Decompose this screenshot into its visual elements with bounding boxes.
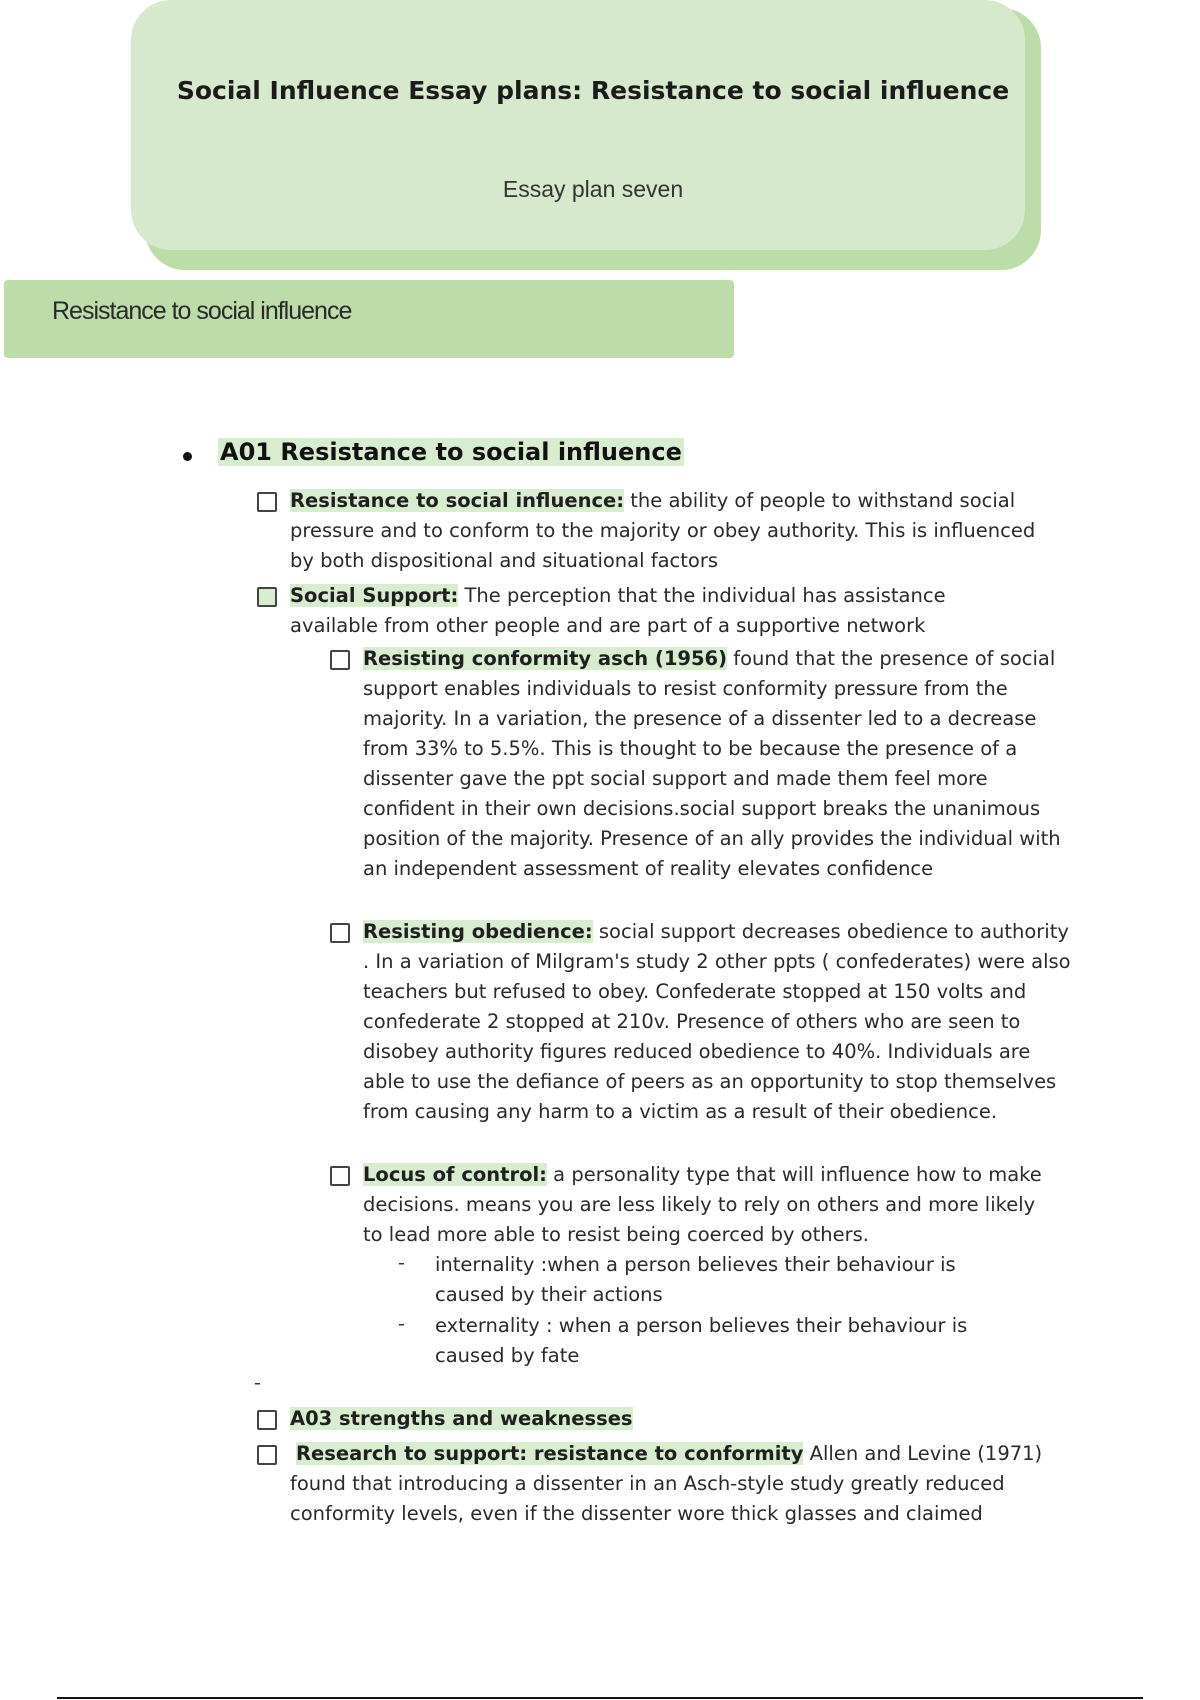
checkbox-resisting-obedience[interactable]: [330, 923, 350, 943]
term-resisting-obedience: Resisting obedience:: [363, 920, 593, 943]
text-definition: the ability of people to withstand social pressure and to conform to the majority or obey authority. This is influenced by both dispositional and situational factors: [290, 489, 1036, 572]
checkbox-resisting-conformity[interactable]: [330, 650, 350, 670]
a03-heading: [290, 1404, 633, 1434]
page-title: Social Influence Essay plans: Resistance to social influence: [176, 76, 1010, 105]
checkbox-research-support[interactable]: [257, 1445, 277, 1465]
a03-heading-text: A03 strengths and weaknesses: [290, 1407, 633, 1430]
checkbox-definition[interactable]: [257, 492, 277, 512]
dash-marker: -: [398, 1252, 405, 1274]
item-resisting-obedience: [363, 917, 1073, 1127]
item-resisting-conformity: [363, 644, 1063, 884]
dash-marker: -: [398, 1313, 405, 1335]
header-box: [131, 0, 1025, 250]
a01-heading: A01 Resistance to social influence: [220, 438, 682, 466]
text-locus-of-control: a personality type that will influence how to make decisions. means you are less likely to rely on others and more likely to lead more able to resist being coerced by others.: [363, 1163, 1042, 1246]
item-research-support: [290, 1439, 1050, 1529]
item-internality: internality :when a person believes their behaviour is caused by their actions: [435, 1253, 956, 1306]
bullet-dot-icon: [183, 452, 192, 461]
page-subtitle: Essay plan seven: [502, 176, 684, 202]
footer-divider: [57, 1697, 1143, 1699]
term-locus-of-control: Locus of control:: [363, 1163, 547, 1186]
term-social-support: Social Support:: [290, 584, 459, 607]
term-resisting-conformity: Resisting conformity asch (1956): [363, 647, 728, 670]
text-research-support: Allen and Levine (1971) found that introducing a dissenter in an Asch-style study greatly reduced conformity levels, even if the dissenter wore thick glasses and claimed: [290, 1442, 1043, 1525]
text-resisting-obedience: social support decreases obedience to authority . In a variation of Milgram's study 2 other ppts ( confederates) were also teachers but refused to obey. Confederate stopped at 150 volts and confederate 2 stopped at 210v. Presence of others who are seen to disobey authority figures reduced obedience to 40%. Individuals are able to use the defiance of peers as an opportunity to stop themselves from causing any harm to a victim as a result of their obedience.: [363, 920, 1071, 1123]
checkbox-social-support[interactable]: [257, 587, 277, 607]
item-social-support: [290, 581, 1010, 641]
term-definition: Resistance to social influence:: [290, 489, 625, 512]
item-locus-of-control: [363, 1160, 1043, 1250]
text-social-support: The perception that the individual has assistance available from other people and are part of a supportive network: [290, 584, 946, 637]
item-definition: [290, 486, 1050, 576]
term-research-support: Research to support: resistance to conformity: [296, 1442, 804, 1465]
text-resisting-conformity: found that the presence of social support enables individuals to resist conformity pressure from the majority. In a variation, the presence of a dissenter led to a decrease from 33% to 5.5%. This is thought to be because the presence of a dissenter gave the ppt social support and made them feel more confident in their own decisions.social support breaks the unanimous position of the majority. Presence of an ally provides the individual with an independent assessment of reality elevates confidence: [363, 647, 1061, 880]
section-label: Resistance to social influence: [52, 297, 352, 325]
item-externality: externality : when a person believes their behaviour is caused by fate: [435, 1314, 968, 1367]
checkbox-locus-of-control[interactable]: [330, 1166, 350, 1186]
checkbox-a03[interactable]: [257, 1410, 277, 1430]
stray-dash: -: [254, 1372, 261, 1394]
